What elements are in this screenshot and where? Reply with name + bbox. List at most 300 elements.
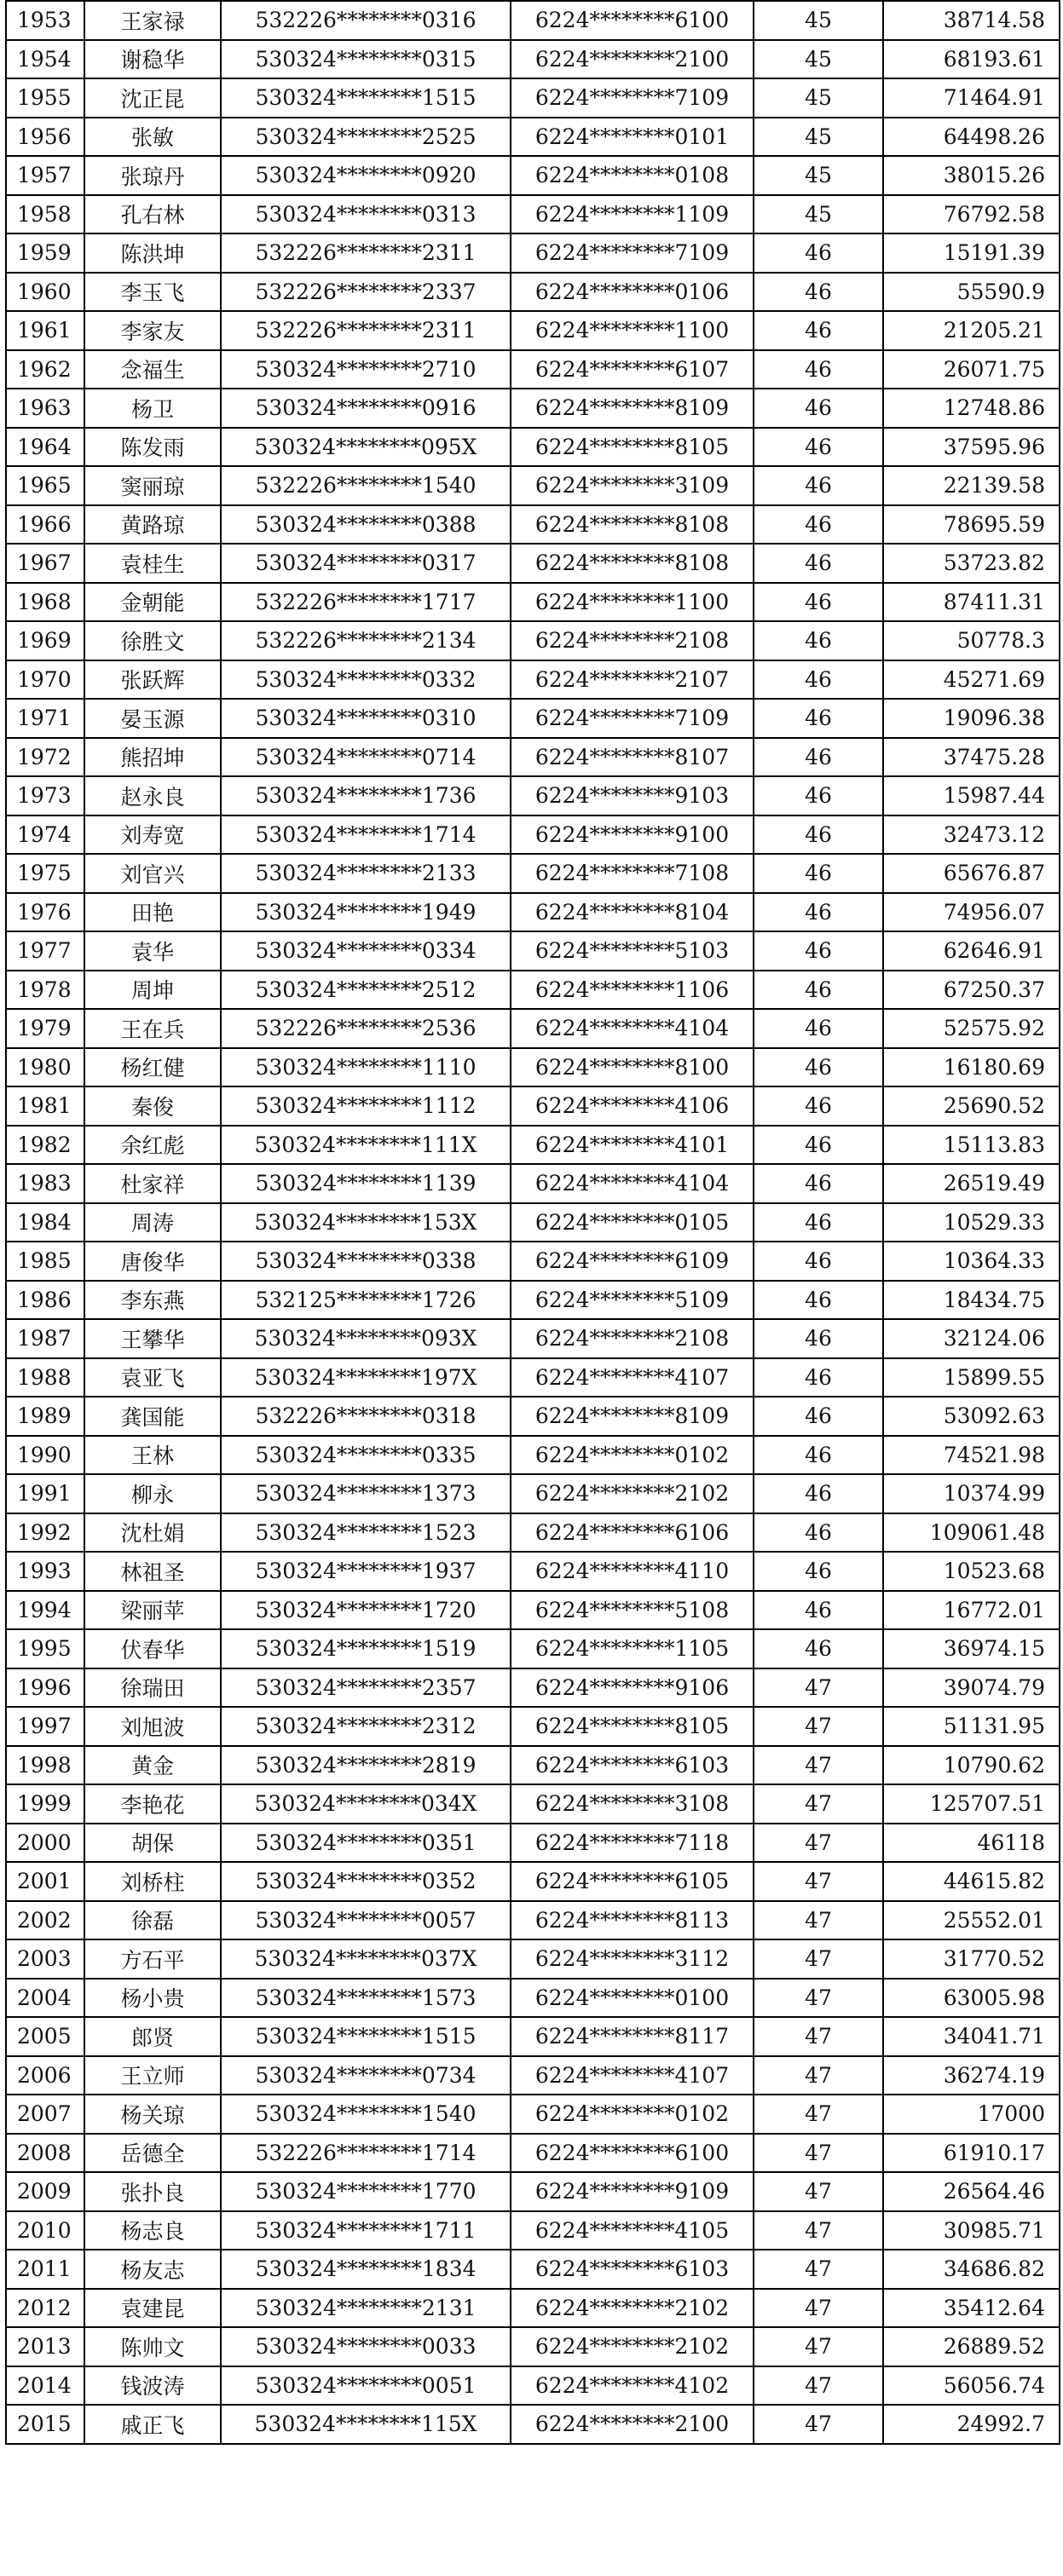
age-cell: 46 bbox=[754, 233, 883, 273]
name-cell: 唐俊华 bbox=[84, 1242, 221, 1281]
bank-card-cell: 6224********8117 bbox=[511, 2017, 754, 2056]
table-row bbox=[6, 621, 1060, 660]
age-cell: 46 bbox=[754, 1242, 883, 1281]
age-cell: 47 bbox=[754, 2134, 883, 2173]
age-cell: 46 bbox=[754, 1048, 883, 1087]
records-table bbox=[5, 0, 1060, 2445]
row-number-cell: 1967 bbox=[6, 544, 84, 583]
age-cell: 47 bbox=[754, 2056, 883, 2095]
table-row bbox=[6, 1939, 1060, 1979]
name-cell: 徐瑞田 bbox=[84, 1668, 221, 1708]
table-row bbox=[6, 1552, 1060, 1591]
amount-cell: 35412.64 bbox=[883, 2289, 1060, 2328]
id-number-cell: 530324********197X bbox=[221, 1358, 511, 1397]
age-cell: 45 bbox=[754, 40, 883, 79]
bank-card-cell: 6224********8105 bbox=[511, 1707, 754, 1746]
amount-cell: 50778.3 bbox=[883, 621, 1060, 660]
table-row bbox=[6, 2056, 1060, 2095]
name-cell: 李艳花 bbox=[84, 1784, 221, 1824]
table-row bbox=[6, 195, 1060, 234]
name-cell: 陈帅文 bbox=[84, 2327, 221, 2366]
id-number-cell: 530324********1112 bbox=[221, 1086, 511, 1126]
bank-card-cell: 6224********8109 bbox=[511, 1397, 754, 1436]
amount-cell: 16180.69 bbox=[883, 1048, 1060, 1087]
row-number-cell: 1993 bbox=[6, 1552, 84, 1591]
age-cell: 46 bbox=[754, 273, 883, 312]
id-number-cell: 530324********0714 bbox=[221, 738, 511, 777]
bank-card-cell: 6224********6106 bbox=[511, 1513, 754, 1553]
table-row bbox=[6, 389, 1060, 428]
name-cell: 岳德全 bbox=[84, 2134, 221, 2173]
bank-card-cell: 6224********6109 bbox=[511, 1242, 754, 1281]
name-cell: 杨小贵 bbox=[84, 1979, 221, 2018]
table-row bbox=[6, 931, 1060, 971]
amount-cell: 15113.83 bbox=[883, 1126, 1060, 1165]
amount-cell: 67250.37 bbox=[883, 971, 1060, 1010]
bank-card-cell: 6224********0100 bbox=[511, 1979, 754, 2018]
age-cell: 46 bbox=[754, 1358, 883, 1397]
id-number-cell: 530324********1711 bbox=[221, 2211, 511, 2250]
table-row bbox=[6, 544, 1060, 583]
row-number-cell: 1980 bbox=[6, 1048, 84, 1087]
row-number-cell: 1969 bbox=[6, 621, 84, 660]
age-cell: 45 bbox=[754, 156, 883, 195]
id-number-cell: 532226********1717 bbox=[221, 583, 511, 622]
row-number-cell: 1958 bbox=[6, 195, 84, 234]
id-number-cell: 532226********2337 bbox=[221, 273, 511, 312]
row-number-cell: 2014 bbox=[6, 2366, 84, 2406]
name-cell: 张琼丹 bbox=[84, 156, 221, 195]
table-row bbox=[6, 273, 1060, 312]
name-cell: 柳永 bbox=[84, 1474, 221, 1513]
amount-cell: 26519.49 bbox=[883, 1164, 1060, 1203]
age-cell: 46 bbox=[754, 660, 883, 700]
table-row bbox=[6, 1707, 1060, 1746]
row-number-cell: 2001 bbox=[6, 1862, 84, 1901]
table-row bbox=[6, 1086, 1060, 1126]
table-row bbox=[6, 1591, 1060, 1630]
amount-cell: 63005.98 bbox=[883, 1979, 1060, 2018]
id-number-cell: 530324********1110 bbox=[221, 1048, 511, 1087]
row-number-cell: 1984 bbox=[6, 1203, 84, 1242]
age-cell: 46 bbox=[754, 699, 883, 738]
name-cell: 熊招坤 bbox=[84, 738, 221, 777]
bank-card-cell: 6224********6105 bbox=[511, 1862, 754, 1901]
name-cell: 杨志良 bbox=[84, 2211, 221, 2250]
name-cell: 秦俊 bbox=[84, 1086, 221, 1126]
row-number-cell: 2006 bbox=[6, 2056, 84, 2095]
name-cell: 王家禄 bbox=[84, 1, 221, 40]
amount-cell: 24992.7 bbox=[883, 2405, 1060, 2444]
id-number-cell: 530324********037X bbox=[221, 1939, 511, 1979]
age-cell: 47 bbox=[754, 1668, 883, 1708]
table-row bbox=[6, 1164, 1060, 1203]
age-cell: 46 bbox=[754, 1281, 883, 1320]
row-number-cell: 1953 bbox=[6, 1, 84, 40]
table-row bbox=[6, 1009, 1060, 1048]
table-row bbox=[6, 505, 1060, 545]
amount-cell: 74521.98 bbox=[883, 1436, 1060, 1475]
name-cell: 袁亚飞 bbox=[84, 1358, 221, 1397]
row-number-cell: 2015 bbox=[6, 2405, 84, 2444]
name-cell: 张敏 bbox=[84, 118, 221, 157]
row-number-cell: 2010 bbox=[6, 2211, 84, 2250]
name-cell: 杨红健 bbox=[84, 1048, 221, 1087]
row-number-cell: 1974 bbox=[6, 815, 84, 855]
amount-cell: 10374.99 bbox=[883, 1474, 1060, 1513]
bank-card-cell: 6224********8105 bbox=[511, 428, 754, 467]
name-cell: 黄金 bbox=[84, 1746, 221, 1785]
row-number-cell: 2004 bbox=[6, 1979, 84, 2018]
bank-card-cell: 6224********4101 bbox=[511, 1126, 754, 1165]
id-number-cell: 530324********111X bbox=[221, 1126, 511, 1165]
bank-card-cell: 6224********7109 bbox=[511, 233, 754, 273]
bank-card-cell: 6224********6100 bbox=[511, 2134, 754, 2173]
name-cell: 袁桂生 bbox=[84, 544, 221, 583]
amount-cell: 15899.55 bbox=[883, 1358, 1060, 1397]
amount-cell: 34041.71 bbox=[883, 2017, 1060, 2056]
name-cell: 周涛 bbox=[84, 1203, 221, 1242]
age-cell: 45 bbox=[754, 195, 883, 234]
bank-card-cell: 6224********4110 bbox=[511, 1552, 754, 1591]
table-row bbox=[6, 311, 1060, 350]
row-number-cell: 1992 bbox=[6, 1513, 84, 1553]
table-row bbox=[6, 466, 1060, 505]
id-number-cell: 532226********2536 bbox=[221, 1009, 511, 1048]
bank-card-cell: 6224********2102 bbox=[511, 2289, 754, 2328]
name-cell: 王在兵 bbox=[84, 1009, 221, 1048]
table-row bbox=[6, 118, 1060, 157]
table-row bbox=[6, 583, 1060, 622]
amount-cell: 125707.51 bbox=[883, 1784, 1060, 1824]
row-number-cell: 1983 bbox=[6, 1164, 84, 1203]
age-cell: 46 bbox=[754, 1126, 883, 1165]
table-row bbox=[6, 2405, 1060, 2444]
name-cell: 孔右林 bbox=[84, 195, 221, 234]
name-cell: 龚国能 bbox=[84, 1397, 221, 1436]
amount-cell: 74956.07 bbox=[883, 893, 1060, 932]
name-cell: 刘官兴 bbox=[84, 854, 221, 893]
age-cell: 47 bbox=[754, 2095, 883, 2134]
table-row bbox=[6, 1436, 1060, 1475]
row-number-cell: 1960 bbox=[6, 273, 84, 312]
amount-cell: 38015.26 bbox=[883, 156, 1060, 195]
age-cell: 47 bbox=[754, 1746, 883, 1785]
records-sheet bbox=[5, 0, 1060, 2445]
bank-card-cell: 6224********2108 bbox=[511, 1319, 754, 1358]
table-row bbox=[6, 1668, 1060, 1708]
name-cell: 刘桥柱 bbox=[84, 1862, 221, 1901]
name-cell: 钱波涛 bbox=[84, 2366, 221, 2406]
bank-card-cell: 6224********0102 bbox=[511, 2095, 754, 2134]
row-number-cell: 2011 bbox=[6, 2250, 84, 2289]
amount-cell: 64498.26 bbox=[883, 118, 1060, 157]
id-number-cell: 530324********095X bbox=[221, 428, 511, 467]
row-number-cell: 1995 bbox=[6, 1629, 84, 1668]
id-number-cell: 530324********1720 bbox=[221, 1591, 511, 1630]
bank-card-cell: 6224********6103 bbox=[511, 2250, 754, 2289]
row-number-cell: 1994 bbox=[6, 1591, 84, 1630]
age-cell: 46 bbox=[754, 815, 883, 855]
row-number-cell: 1998 bbox=[6, 1746, 84, 1785]
table-row bbox=[6, 2289, 1060, 2328]
age-cell: 47 bbox=[754, 1824, 883, 1863]
id-number-cell: 530324********0916 bbox=[221, 389, 511, 428]
id-number-cell: 530324********1770 bbox=[221, 2172, 511, 2211]
id-number-cell: 530324********2357 bbox=[221, 1668, 511, 1708]
bank-card-cell: 6224********3112 bbox=[511, 1939, 754, 1979]
amount-cell: 53723.82 bbox=[883, 544, 1060, 583]
bank-card-cell: 6224********8113 bbox=[511, 1901, 754, 1940]
age-cell: 46 bbox=[754, 1086, 883, 1126]
table-row bbox=[6, 738, 1060, 777]
name-cell: 刘寿宽 bbox=[84, 815, 221, 855]
age-cell: 46 bbox=[754, 544, 883, 583]
bank-card-cell: 6224********1100 bbox=[511, 311, 754, 350]
row-number-cell: 1997 bbox=[6, 1707, 84, 1746]
row-number-cell: 1968 bbox=[6, 583, 84, 622]
name-cell: 袁建昆 bbox=[84, 2289, 221, 2328]
amount-cell: 53092.63 bbox=[883, 1397, 1060, 1436]
table-row bbox=[6, 660, 1060, 700]
row-number-cell: 1954 bbox=[6, 40, 84, 79]
id-number-cell: 530324********1714 bbox=[221, 815, 511, 855]
age-cell: 47 bbox=[754, 1784, 883, 1824]
bank-card-cell: 6224********2102 bbox=[511, 2327, 754, 2366]
amount-cell: 39074.79 bbox=[883, 1668, 1060, 1708]
bank-card-cell: 6224********7118 bbox=[511, 1824, 754, 1863]
amount-cell: 10529.33 bbox=[883, 1203, 1060, 1242]
amount-cell: 18434.75 bbox=[883, 1281, 1060, 1320]
amount-cell: 21205.21 bbox=[883, 311, 1060, 350]
id-number-cell: 530324********2312 bbox=[221, 1707, 511, 1746]
table-row bbox=[6, 2327, 1060, 2366]
row-number-cell: 1965 bbox=[6, 466, 84, 505]
table-row bbox=[6, 428, 1060, 467]
bank-card-cell: 6224********7109 bbox=[511, 78, 754, 118]
id-number-cell: 530324********1834 bbox=[221, 2250, 511, 2289]
id-number-cell: 530324********0051 bbox=[221, 2366, 511, 2406]
age-cell: 46 bbox=[754, 311, 883, 350]
amount-cell: 31770.52 bbox=[883, 1939, 1060, 1979]
bank-card-cell: 6224********7109 bbox=[511, 699, 754, 738]
row-number-cell: 1989 bbox=[6, 1397, 84, 1436]
id-number-cell: 530324********2819 bbox=[221, 1746, 511, 1785]
age-cell: 46 bbox=[754, 738, 883, 777]
name-cell: 金朝能 bbox=[84, 583, 221, 622]
bank-card-cell: 6224********0106 bbox=[511, 273, 754, 312]
id-number-cell: 532226********1540 bbox=[221, 466, 511, 505]
age-cell: 45 bbox=[754, 78, 883, 118]
id-number-cell: 530324********2525 bbox=[221, 118, 511, 157]
name-cell: 李东燕 bbox=[84, 1281, 221, 1320]
bank-card-cell: 6224********9109 bbox=[511, 2172, 754, 2211]
name-cell: 谢稳华 bbox=[84, 40, 221, 79]
id-number-cell: 532226********1714 bbox=[221, 2134, 511, 2173]
id-number-cell: 530324********034X bbox=[221, 1784, 511, 1824]
id-number-cell: 530324********0310 bbox=[221, 699, 511, 738]
name-cell: 胡保 bbox=[84, 1824, 221, 1863]
id-number-cell: 530324********115X bbox=[221, 2405, 511, 2444]
age-cell: 47 bbox=[754, 2366, 883, 2406]
bank-card-cell: 6224********5108 bbox=[511, 1591, 754, 1630]
row-number-cell: 1990 bbox=[6, 1436, 84, 1475]
bank-card-cell: 6224********2107 bbox=[511, 660, 754, 700]
age-cell: 47 bbox=[754, 1901, 883, 1940]
amount-cell: 61910.17 bbox=[883, 2134, 1060, 2173]
age-cell: 46 bbox=[754, 1203, 883, 1242]
bank-card-cell: 6224********0101 bbox=[511, 118, 754, 157]
amount-cell: 34686.82 bbox=[883, 2250, 1060, 2289]
id-number-cell: 530324********0317 bbox=[221, 544, 511, 583]
table-row bbox=[6, 1281, 1060, 1320]
amount-cell: 56056.74 bbox=[883, 2366, 1060, 2406]
table-row bbox=[6, 699, 1060, 738]
name-cell: 刘旭波 bbox=[84, 1707, 221, 1746]
amount-cell: 46118 bbox=[883, 1824, 1060, 1863]
amount-cell: 45271.69 bbox=[883, 660, 1060, 700]
row-number-cell: 1966 bbox=[6, 505, 84, 545]
bank-card-cell: 6224********5103 bbox=[511, 931, 754, 971]
amount-cell: 62646.91 bbox=[883, 931, 1060, 971]
age-cell: 47 bbox=[754, 2405, 883, 2444]
bank-card-cell: 6224********4106 bbox=[511, 1086, 754, 1126]
name-cell: 余红彪 bbox=[84, 1126, 221, 1165]
table-row bbox=[6, 893, 1060, 932]
row-number-cell: 2012 bbox=[6, 2289, 84, 2328]
id-number-cell: 532226********2311 bbox=[221, 311, 511, 350]
age-cell: 47 bbox=[754, 1979, 883, 2018]
row-number-cell: 2003 bbox=[6, 1939, 84, 1979]
amount-cell: 15987.44 bbox=[883, 776, 1060, 815]
amount-cell: 12748.86 bbox=[883, 389, 1060, 428]
row-number-cell: 1973 bbox=[6, 776, 84, 815]
bank-card-cell: 6224********8107 bbox=[511, 738, 754, 777]
name-cell: 陈发雨 bbox=[84, 428, 221, 467]
age-cell: 46 bbox=[754, 854, 883, 893]
row-number-cell: 1962 bbox=[6, 350, 84, 389]
name-cell: 陈洪坤 bbox=[84, 233, 221, 273]
row-number-cell: 1978 bbox=[6, 971, 84, 1010]
age-cell: 46 bbox=[754, 1474, 883, 1513]
name-cell: 伏春华 bbox=[84, 1629, 221, 1668]
id-number-cell: 530324********0313 bbox=[221, 195, 511, 234]
id-number-cell: 530324********093X bbox=[221, 1319, 511, 1358]
id-number-cell: 530324********1949 bbox=[221, 893, 511, 932]
name-cell: 沈正昆 bbox=[84, 78, 221, 118]
row-number-cell: 1963 bbox=[6, 389, 84, 428]
name-cell: 王攀华 bbox=[84, 1319, 221, 1358]
bank-card-cell: 6224********1105 bbox=[511, 1629, 754, 1668]
table-row bbox=[6, 1629, 1060, 1668]
bank-card-cell: 6224********4104 bbox=[511, 1009, 754, 1048]
bank-card-cell: 6224********0102 bbox=[511, 1436, 754, 1475]
amount-cell: 26071.75 bbox=[883, 350, 1060, 389]
amount-cell: 36974.15 bbox=[883, 1629, 1060, 1668]
bank-card-cell: 6224********6100 bbox=[511, 1, 754, 40]
bank-card-cell: 6224********2108 bbox=[511, 621, 754, 660]
amount-cell: 36274.19 bbox=[883, 2056, 1060, 2095]
row-number-cell: 2009 bbox=[6, 2172, 84, 2211]
bank-card-cell: 6224********1109 bbox=[511, 195, 754, 234]
name-cell: 赵永良 bbox=[84, 776, 221, 815]
id-number-cell: 532226********0316 bbox=[221, 1, 511, 40]
table-row bbox=[6, 2366, 1060, 2406]
amount-cell: 26889.52 bbox=[883, 2327, 1060, 2366]
id-number-cell: 530324********0334 bbox=[221, 931, 511, 971]
table-row bbox=[6, 776, 1060, 815]
name-cell: 念福生 bbox=[84, 350, 221, 389]
row-number-cell: 1985 bbox=[6, 1242, 84, 1281]
bank-card-cell: 6224********4107 bbox=[511, 1358, 754, 1397]
row-number-cell: 1988 bbox=[6, 1358, 84, 1397]
table-row bbox=[6, 350, 1060, 389]
amount-cell: 22139.58 bbox=[883, 466, 1060, 505]
bank-card-cell: 6224********9100 bbox=[511, 815, 754, 855]
id-number-cell: 530324********153X bbox=[221, 1203, 511, 1242]
age-cell: 47 bbox=[754, 1862, 883, 1901]
id-number-cell: 530324********2710 bbox=[221, 350, 511, 389]
amount-cell: 16772.01 bbox=[883, 1591, 1060, 1630]
age-cell: 46 bbox=[754, 776, 883, 815]
row-number-cell: 1959 bbox=[6, 233, 84, 273]
row-number-cell: 1996 bbox=[6, 1668, 84, 1708]
age-cell: 46 bbox=[754, 389, 883, 428]
bank-card-cell: 6224********5109 bbox=[511, 1281, 754, 1320]
name-cell: 王林 bbox=[84, 1436, 221, 1475]
name-cell: 徐胜文 bbox=[84, 621, 221, 660]
age-cell: 46 bbox=[754, 1319, 883, 1358]
bank-card-cell: 6224********6107 bbox=[511, 350, 754, 389]
row-number-cell: 1972 bbox=[6, 738, 84, 777]
amount-cell: 15191.39 bbox=[883, 233, 1060, 273]
table-row bbox=[6, 40, 1060, 79]
row-number-cell: 1961 bbox=[6, 311, 84, 350]
row-number-cell: 2013 bbox=[6, 2327, 84, 2366]
amount-cell: 32473.12 bbox=[883, 815, 1060, 855]
name-cell: 晏玉源 bbox=[84, 699, 221, 738]
table-row bbox=[6, 1513, 1060, 1553]
id-number-cell: 530324********1515 bbox=[221, 78, 511, 118]
name-cell: 李玉飞 bbox=[84, 273, 221, 312]
id-number-cell: 530324********0920 bbox=[221, 156, 511, 195]
table-row bbox=[6, 78, 1060, 118]
amount-cell: 71464.91 bbox=[883, 78, 1060, 118]
name-cell: 黄路琼 bbox=[84, 505, 221, 545]
bank-card-cell: 6224********0105 bbox=[511, 1203, 754, 1242]
row-number-cell: 1986 bbox=[6, 1281, 84, 1320]
row-number-cell: 2000 bbox=[6, 1824, 84, 1863]
id-number-cell: 530324********0351 bbox=[221, 1824, 511, 1863]
age-cell: 46 bbox=[754, 1591, 883, 1630]
bank-card-cell: 6224********8108 bbox=[511, 544, 754, 583]
bank-card-cell: 6224********1106 bbox=[511, 971, 754, 1010]
age-cell: 46 bbox=[754, 583, 883, 622]
name-cell: 戚正飞 bbox=[84, 2405, 221, 2444]
name-cell: 张跃辉 bbox=[84, 660, 221, 700]
id-number-cell: 530324********1519 bbox=[221, 1629, 511, 1668]
table-row bbox=[6, 2172, 1060, 2211]
bank-card-cell: 6224********4102 bbox=[511, 2366, 754, 2406]
amount-cell: 76792.58 bbox=[883, 195, 1060, 234]
id-number-cell: 530324********2131 bbox=[221, 2289, 511, 2328]
bank-card-cell: 6224********6103 bbox=[511, 1746, 754, 1785]
age-cell: 45 bbox=[754, 118, 883, 157]
amount-cell: 68193.61 bbox=[883, 40, 1060, 79]
row-number-cell: 1982 bbox=[6, 1126, 84, 1165]
age-cell: 46 bbox=[754, 1436, 883, 1475]
records-table-body bbox=[6, 1, 1060, 2444]
